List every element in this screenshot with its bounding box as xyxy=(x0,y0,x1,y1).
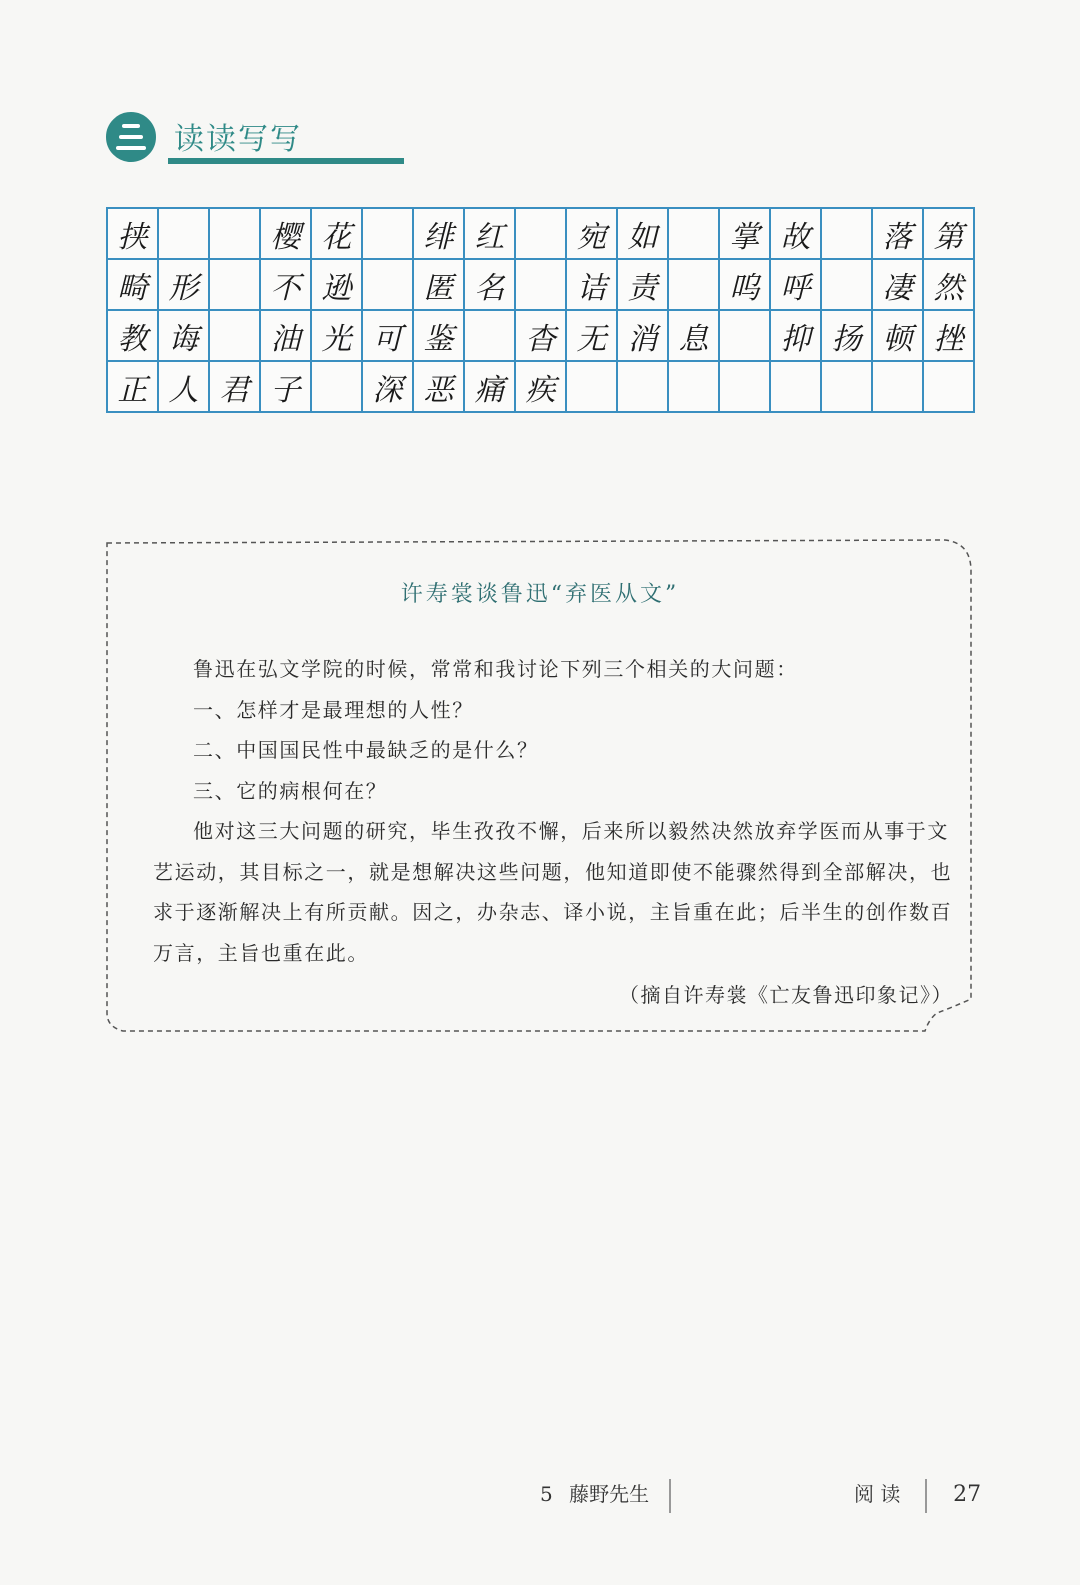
grid-cell: 消 xyxy=(618,311,669,362)
quote-paragraph: 二、中国国民性中最缺乏的是什么？ xyxy=(193,738,539,762)
quote-paragraph: 一、怎样才是最理想的人性？ xyxy=(193,697,474,722)
grid-cell: 痛 xyxy=(465,362,516,413)
grid-cell xyxy=(873,362,924,413)
grid-cell: 绯 xyxy=(414,209,465,260)
footer-unit xyxy=(854,1478,981,1518)
grid-cell xyxy=(669,362,720,413)
grid-cell: 呼 xyxy=(771,260,822,311)
quote-paragraph: 鲁迅在弘文学院的时候，常常和我讨论下列三个相关的大问题： xyxy=(193,657,798,681)
grid-cell: 红 xyxy=(465,209,516,260)
grid-cell: 然 xyxy=(924,260,975,311)
grid-cell: 杳 xyxy=(516,311,567,362)
grid-cell: 深 xyxy=(363,362,414,413)
grid-cell xyxy=(465,311,516,362)
grid-cell xyxy=(822,209,873,260)
grid-cell xyxy=(771,362,822,413)
grid-cell: 君 xyxy=(210,362,261,413)
grid-cell: 第 xyxy=(924,209,975,260)
grid-cell: 诲 xyxy=(159,311,210,362)
lesson-number: 5 xyxy=(540,1482,553,1506)
page-number: 27 xyxy=(953,1482,982,1507)
grid-cell xyxy=(159,209,210,260)
grid-cell xyxy=(618,362,669,413)
grid-cell: 匿 xyxy=(414,260,465,311)
grid-cell xyxy=(924,362,975,413)
grid-cell: 息 xyxy=(669,311,720,362)
grid-cell: 正 xyxy=(108,362,159,413)
grid-cell: 逊 xyxy=(312,260,363,311)
grid-cell: 故 xyxy=(771,209,822,260)
footer-divider xyxy=(925,1479,927,1513)
grid-cell: 如 xyxy=(618,209,669,260)
grid-cell xyxy=(720,311,771,362)
grid-cell: 扬 xyxy=(822,311,873,362)
unit-label: 阅 读 xyxy=(854,1482,901,1506)
grid-cell: 抑 xyxy=(771,311,822,362)
grid-cell xyxy=(516,209,567,260)
grid-cell: 樱 xyxy=(261,209,312,260)
grid-cell: 呜 xyxy=(720,260,771,311)
grid-cell: 教 xyxy=(108,311,159,362)
grid-cell xyxy=(210,209,261,260)
grid-cell: 人 xyxy=(159,362,210,413)
grid-cell: 挟 xyxy=(108,209,159,260)
grid-cell xyxy=(567,362,618,413)
grid-cell xyxy=(516,260,567,311)
quote-body xyxy=(153,649,953,973)
grid-cell: 疾 xyxy=(516,362,567,413)
grid-cell: 子 xyxy=(261,362,312,413)
quote-box xyxy=(105,537,975,1033)
footer-divider xyxy=(669,1479,671,1513)
word-grid xyxy=(106,207,975,413)
quote-paragraph: 三、它的病根何在？ xyxy=(193,778,388,803)
title-underline xyxy=(168,158,404,164)
grid-cell xyxy=(210,311,261,362)
grid-cell xyxy=(312,362,363,413)
quote-title: 许寿裳谈鲁迅“弃医从文” xyxy=(400,582,680,607)
grid-cell: 畸 xyxy=(108,260,159,311)
grid-cell: 油 xyxy=(261,311,312,362)
grid-cell: 凄 xyxy=(873,260,924,311)
lesson-title: 藤野先生 xyxy=(569,1482,650,1506)
grid-cell xyxy=(669,209,720,260)
grid-cell xyxy=(363,260,414,311)
grid-cell xyxy=(669,260,720,311)
quote-source: （摘自许寿裳《亡友鲁迅印象记》） xyxy=(619,983,953,1007)
grid-cell xyxy=(210,260,261,311)
grid-cell xyxy=(720,362,771,413)
grid-cell: 不 xyxy=(261,260,312,311)
grid-cell: 顿 xyxy=(873,311,924,362)
grid-cell: 可 xyxy=(363,311,414,362)
grid-cell: 名 xyxy=(465,260,516,311)
grid-cell: 宛 xyxy=(567,209,618,260)
grid-cell: 光 xyxy=(312,311,363,362)
grid-cell xyxy=(822,362,873,413)
grid-cell: 挫 xyxy=(924,311,975,362)
grid-cell: 形 xyxy=(159,260,210,311)
list-circle-icon xyxy=(106,112,156,162)
grid-cell: 诘 xyxy=(567,260,618,311)
grid-cell: 无 xyxy=(567,311,618,362)
grid-cell: 恶 xyxy=(414,362,465,413)
quote-paragraph: 他对这三大问题的研究，毕生孜孜不懈，后来所以毅然决然放弃学医而从事于文艺运动，其目标之一，就是想解决这些问题，他知道即使不能骤然得到全部解决，也求于逐渐解决上有所贡献。因之，办杂志、译小说，主旨重在此；后半生的创作数百万言，主旨也重在此。 xyxy=(153,819,953,965)
grid-cell: 落 xyxy=(873,209,924,260)
grid-cell: 掌 xyxy=(720,209,771,260)
grid-cell: 责 xyxy=(618,260,669,311)
grid-cell xyxy=(363,209,414,260)
section-title: 读读写写 xyxy=(174,122,302,157)
grid-cell: 花 xyxy=(312,209,363,260)
grid-cell: 鉴 xyxy=(414,311,465,362)
footer-lesson xyxy=(540,1478,671,1518)
grid-cell xyxy=(822,260,873,311)
